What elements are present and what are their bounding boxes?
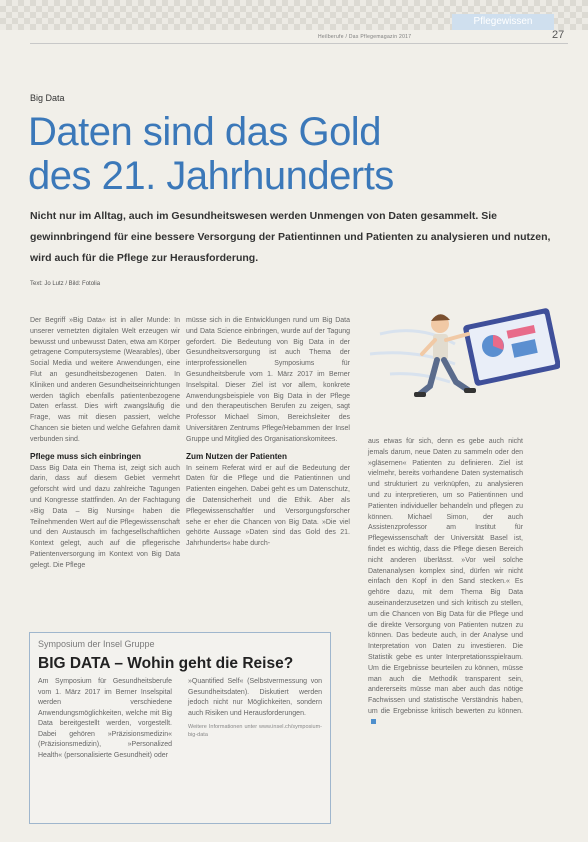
column-2-paragraph-1: müsse sich in die Entwicklungen rund um Big Data und Data Science einbringen, wurde auf der Tagung gefordert. Die Bedeutung von Big Data in der Gesundheitsversorgung ist auch Thema der interprofessionellen Symposiums für Gesundheitsberufe vom 1. März 2017 im Berner Inselspital. Dieser Ziel ist vor allem, konkrete Anwendungsbeispiele von Big Data in der Pflege und den therapeutischen Berufen zu zeigen, sagt Professor Michael Simon, Bereichsleiter des Universitären Zentrums Pflege/Hebammen der Insel Gruppe und Mitglied des Organisationskomitees. <box>186 317 350 443</box>
infobox-column-2-text: »Quantified Self« (Selbstvermessung von Gesundheitsdaten). Diskutiert werden jedoch nicht nur Möglichkeiten, sondern auch Risiken und Herausforderungen. <box>188 678 322 717</box>
infobox-column-2 <box>188 677 322 739</box>
symposium-infobox <box>29 632 331 824</box>
journal-line: Heilberufe / Das Pflegemagazin 2017 <box>318 34 412 40</box>
header-rule <box>30 43 568 44</box>
infobox-title: BIG DATA – Wohin geht die Reise? <box>38 655 294 672</box>
tablet-icon <box>463 308 560 387</box>
article-kicker: Big Data <box>30 93 65 103</box>
column-1-paragraph-1: Der Begriff »Big Data« ist in aller Munde: In unserer vernetzten digitalen Welt erzeugen wir bewusst und unbewusst Daten, etwa am Körper getragene Computersysteme (Wearables), über Social Media und weitere Anwendungen, eine Flut an gesundheitsbezogenen Daten. In Kliniken und anderen Gesundheitseinrichtungen werden täglich ebenfalls patientenbezogene Daten erfasst. Dies wirft zwangsläufig die Frage, was mit diesen passiert, welche Chancen sie bieten und welche Gefahren damit verbunden sind. <box>30 317 180 443</box>
subheading-pflege: Pflege muss sich einbringen <box>30 451 142 461</box>
article-column-3 <box>368 437 523 729</box>
article-lead: Nicht nur im Alltag, auch im Gesundheitswesen werden Unmengen von Daten gesammelt. Sie gewinnbringend für eine bessere Versorgung der Patientinnen und Patienten zu analysieren und nutzen, wird auch für die Pflege zur Herausforderung. <box>30 210 551 264</box>
article-column-1 <box>30 316 180 572</box>
infobox-column-1 <box>38 677 172 761</box>
infobox-note: Weitere Informationen unter www.insel.ch/symposium-big-data <box>188 724 322 738</box>
column-2-paragraph-2: In seinem Referat wird er auf die Bedeutung der Daten für die Pflege und die Patientinnen und Patienten eingehen. Dabei geht es um Datenschutz, die Datensicherheit und die Ethik. Aber als Pflegewissenschaftler und Versorgungsforscher sehe er eher die Chancen von Big Data. »Die viel gehörte Aussage »Daten sind das Gold des 21. Jahrhunderts« habe durch- <box>186 464 350 548</box>
subheading-nutzen: Zum Nutzen der Patienten <box>186 451 287 461</box>
column-3-text: aus etwas für sich, denn es gebe auch nicht jemals darum, neue Daten zu sammeln oder den »gläsernen« Patienten zu definieren. Ziel ist vielmehr, bereits vorhandene Daten systematisch und strukturiert zu verknüpfen, zu analysieren und zu interpretieren, um so Patientinnen und Patienten individueller behandeln und pflegen zu können. Michael Simon, der auch Assistenzprofessor am Institut für Pflegewissenschaft der Universität Basel ist, findet es wichtig, dass die Pflege diesen Bereich nicht anderen überlässt. »Vor weil solche Datenanalysen komplex sind, dürfen wir nicht einfach den Kopf in den Sand stecken.« Es gehöre dazu, mit dem Thema Big Data auseinanderzusetzen und sich kritisch zu stellen, um die Chancen von Big Data für die Pflege und die direkte Versorgung von Patienten nutzen zu können. Das bedeute auch, in der Analyse und Interpretation von Daten zu investieren. Die Statistik gebe es unter Interpretationsspielraum. Um die Ergebnisse beurteilen zu können, müsse man auch die Methodik transparent sein, andererseits müsse man aber auch das nötige Fachwissen und statistische Verständnis haben, um die Ergebnisse kritisch bewerten zu können. <box>368 438 523 715</box>
column-3-paragraph-1 <box>368 437 523 729</box>
article-credits: Text: Jo Lutz / Bild: Fotolia <box>30 281 101 287</box>
person-running-with-tablet-illustration <box>360 294 560 424</box>
article-headline <box>28 110 548 198</box>
article-column-2 <box>186 316 350 550</box>
headline-line-1: Daten sind das Gold <box>28 110 381 154</box>
infobox-kicker: Symposium der Insel Gruppe <box>38 639 155 649</box>
column-1-paragraph-2: Dass Big Data ein Thema ist, zeigt sich auch darin, dass auf diesem Gebiet vermehrt geforscht wird und dazu zahlreiche Tagungen und Kongresse stattfinden. An der Fachtagung »Big Data – Big Nursing« haben die Teilnehmenden Wert auf die Pflegewissenschaft und den Austausch im fachgesellschaftlichen Kontext gelegt, auch auf die pflegerische Patientenversorgung im Kontext von Big Data gelegt. Die Pflege <box>30 464 180 569</box>
section-tab: Pflegewissen <box>452 14 554 30</box>
square-end-mark-icon <box>371 719 376 724</box>
infobox-column-1-text: Am Symposium für Gesundheitsberufe vom 1. März 2017 im Berner Inselspital werden verschiedene Anwendungsmöglichkeiten, welche mit Big Data bereitgestellt werden, vorgestellt. Dabei gehören »Präzisionsmedizin« (Präzisionsmedizin), »Personalized Health« (personalisierte Gesundheit) oder <box>38 678 172 759</box>
page-number: 27 <box>552 29 565 41</box>
headline-line-2: des 21. Jahrhunderts <box>28 154 394 198</box>
